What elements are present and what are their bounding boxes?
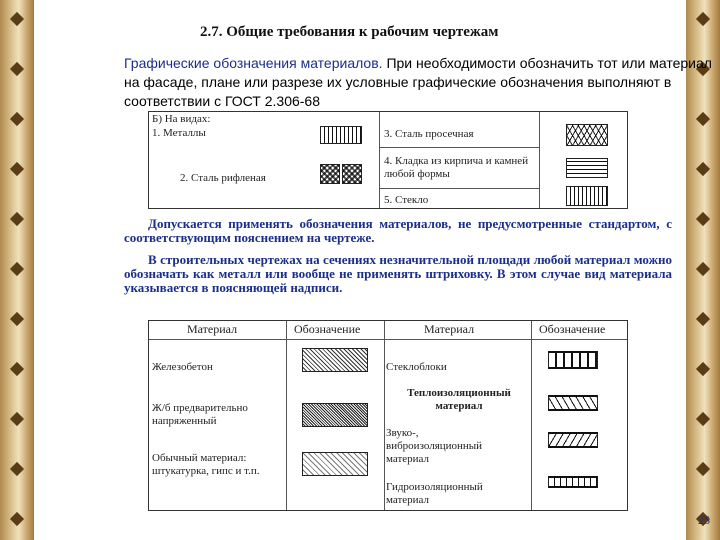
table-divider xyxy=(379,112,380,208)
column-header-designation: Обозначение xyxy=(539,322,606,336)
vibration-insulation-symbol xyxy=(548,432,598,448)
table-divider xyxy=(539,112,540,208)
table-divider xyxy=(379,188,539,189)
intro-highlight: Графические обозначения материалов. xyxy=(124,55,383,71)
diamond-ornament xyxy=(10,412,24,426)
reinforced-concrete-symbol xyxy=(302,348,368,372)
table1-row-steel-perforated: 3. Сталь просечная xyxy=(384,128,474,140)
table1-row-masonry: 4. Кладка из кирпича и камней любой формы xyxy=(384,155,529,180)
page-number: 25 xyxy=(698,513,710,527)
diamond-ornament xyxy=(696,412,710,426)
diamond-ornament xyxy=(696,262,710,276)
diamond-ornament xyxy=(696,462,710,476)
diamond-ornament xyxy=(10,512,24,526)
waterproofing-symbol xyxy=(548,476,598,488)
diamond-ornament xyxy=(10,312,24,326)
table-divider xyxy=(531,321,532,510)
table-divider xyxy=(384,321,385,510)
paragraph-custom-materials: Допускается применять обозначения материалов, не предусмотренные стандартом, с соответствующим пояснением на чертеже. xyxy=(124,216,672,245)
table2-row-prestressed-concrete: Ж/б предварительно напряженный xyxy=(152,402,248,427)
left-decorative-bar xyxy=(0,0,34,540)
table1-row-steel-ribbed: 2. Сталь рифленая xyxy=(180,172,266,184)
column-header-material: Материал xyxy=(187,322,238,336)
ribbed-steel-symbol xyxy=(320,164,340,184)
diamond-ornament xyxy=(696,12,710,26)
intro-text: При необходимости обозначить тот или материал на фасаде, плане или разрезе их условные графические обозначения выполняют в соответствии с ГОСТ 2.306-68 xyxy=(124,55,712,109)
paragraph-small-sections: В строительных чертежах на сечениях незначительной площади любой материал можно обозначать как металл или вообще не применять штриховку. В этом случае вид материала указывается в поясняющей надписи. xyxy=(124,252,672,295)
diamond-ornament xyxy=(10,12,24,26)
brick-masonry-symbol xyxy=(566,158,608,178)
table1-row-glass: 5. Стекло xyxy=(384,194,429,206)
page-title: 2.7. Общие требования к рабочим чертежам xyxy=(200,24,499,40)
glass-symbol xyxy=(566,186,608,206)
table2-row-thermal-insulation: Теплоизоляционный материал xyxy=(407,387,511,412)
ribbed-steel-symbol xyxy=(342,164,362,184)
diamond-ornament xyxy=(10,162,24,176)
table2-row-glass-blocks: Стеклоблоки xyxy=(386,361,447,373)
diamond-ornament xyxy=(10,362,24,376)
prestressed-concrete-symbol xyxy=(302,403,368,427)
diamond-ornament xyxy=(10,262,24,276)
table2-row-waterproofing: Гидроизоляционный материал xyxy=(386,481,483,506)
metal-symbol xyxy=(320,126,362,144)
diamond-ornament xyxy=(10,62,24,76)
diamond-ornament xyxy=(696,112,710,126)
thermal-insulation-symbol xyxy=(548,395,598,411)
diamond-ornament xyxy=(696,362,710,376)
column-header-material: Материал xyxy=(424,322,475,336)
diamond-ornament xyxy=(696,162,710,176)
table2-row-vibration-insulation: Звуко-, виброизоляционный материал xyxy=(386,427,483,465)
diamond-ornament xyxy=(10,212,24,226)
diamond-ornament xyxy=(696,212,710,226)
table-divider xyxy=(149,339,627,340)
table-divider xyxy=(379,147,539,148)
diamond-ornament xyxy=(10,112,24,126)
table2-row-plaster: Обычный материал: штукатурка, гипс и т.п. xyxy=(152,452,260,477)
intro-paragraph xyxy=(124,54,712,111)
table1-header: Б) На видах: xyxy=(152,113,211,125)
diamond-ornament xyxy=(696,312,710,326)
table2-row-reinforced-concrete: Железобетон xyxy=(152,361,213,373)
column-header-designation: Обозначение xyxy=(294,322,361,336)
glass-blocks-symbol xyxy=(548,351,598,369)
perforated-steel-symbol xyxy=(566,124,608,146)
diamond-ornament xyxy=(10,462,24,476)
table1-row-metals: 1. Металлы xyxy=(152,127,206,139)
table-divider xyxy=(286,321,287,510)
plaster-symbol xyxy=(302,452,368,476)
